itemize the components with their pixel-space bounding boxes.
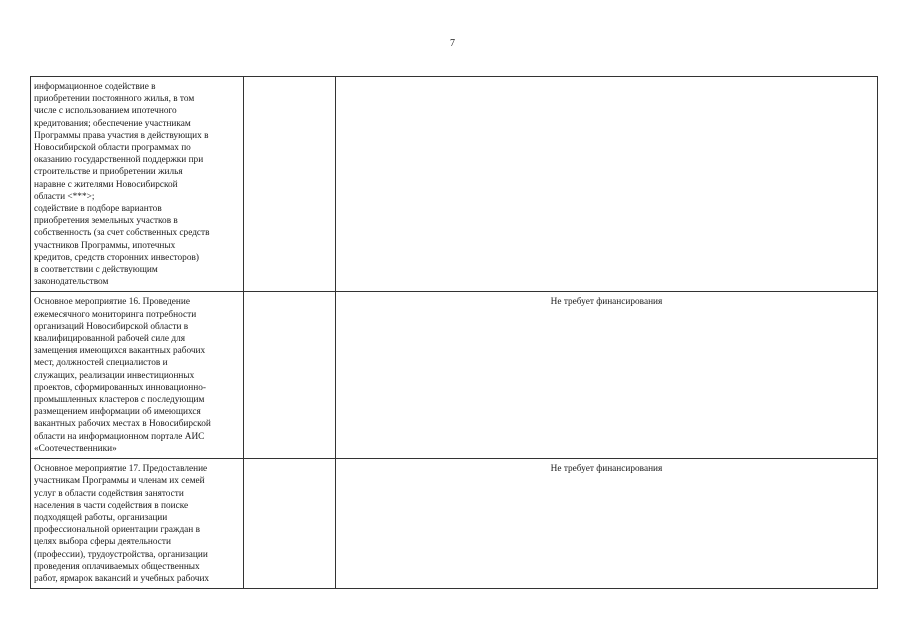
- table-row: [31, 77, 878, 292]
- activity-description: Основное мероприятие 16. Проведение ежемесячного мониторинга потребности организаций Новосибирской области в квалифицированной рабочей силе для замещения имеющихся вакантных рабочих мест, должностей специалистов и служащих, реализации инвестиционных проектов, сформированных инновационно- промышленных кластеров с последующим размещением информации об имеющихся вакантных рабочих местах в Новосибирской области на информационном портале АИС «Соотечественники»: [34, 297, 211, 454]
- empty-cell: [244, 459, 336, 589]
- empty-cell: [244, 292, 336, 459]
- activity-description: информационное содействие в приобретении постоянного жилья, в том числе с использованием ипотечного кредитования; обеспечение участникам Программы права участия в действующих в Новосибирской области программах по оказанию государственной поддержки при строительстве и приобретении жилья наравне с жителями Новосибирской области <***>; содействие в подборе вариантов приобретения земельных участков в собственность (за счет собственных средств участников Программы, ипотечных кредитов, средств сторонних инвесторов) в соответствии с действующим законодательством: [34, 82, 210, 288]
- activity-description-cell: [31, 77, 244, 292]
- table-row: [31, 292, 878, 459]
- program-activities-table: [30, 76, 878, 589]
- activity-description-cell: [31, 459, 244, 589]
- activity-description-cell: [31, 292, 244, 459]
- financing-cell: [336, 77, 878, 292]
- activity-description: Основное мероприятие 17. Предоставление участникам Программы и членам их семей услуг в области содействия занятости населения в части содействия в поиске подходящей работы, организации профессиональной ориентации граждан в целях выбора сферы деятельности (профессии), трудоустройства, организации проведения оплачиваемых общественных работ, ярмарок вакансий и учебных рабочих: [34, 464, 210, 584]
- empty-cell: [244, 77, 336, 292]
- financing-note: Не требует финансирования: [550, 297, 663, 308]
- page-number: 7: [450, 38, 455, 49]
- table-row: [31, 459, 878, 589]
- financing-cell: [336, 459, 878, 589]
- financing-note: Не требует финансирования: [550, 464, 663, 475]
- financing-cell: [336, 292, 878, 459]
